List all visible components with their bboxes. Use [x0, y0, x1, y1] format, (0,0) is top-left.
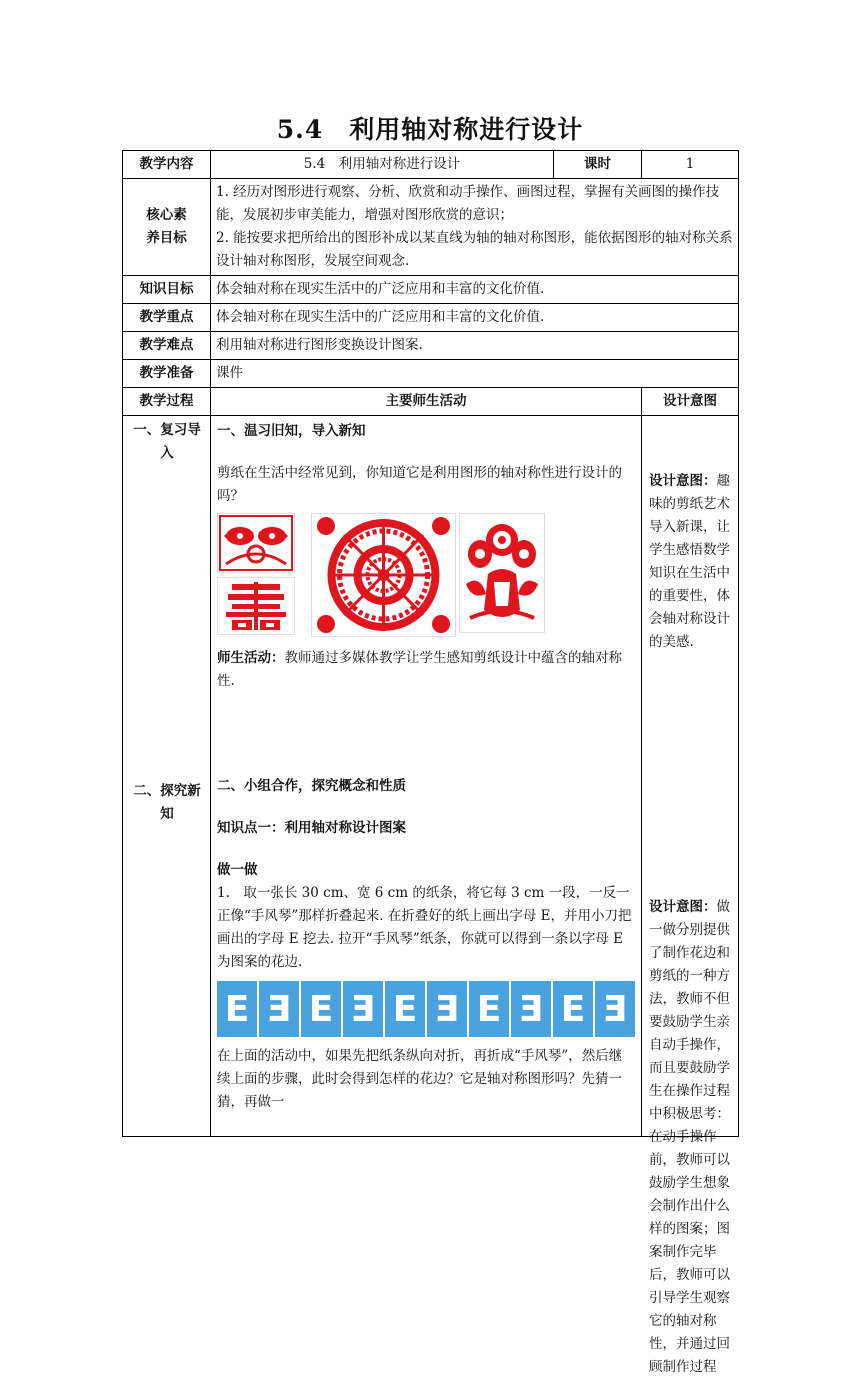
do-it-heading: 做一做 — [217, 862, 258, 878]
core-goal-2: 2. 能按要求把所给出的图形补成以某直线为轴的轴对称图形，能依据图形的轴对称关系设计轴对称图形，发展空间观念. — [216, 230, 733, 269]
paper-cut-images — [217, 513, 635, 637]
knowledge-goal: 体会轴对称在现实生活中的广泛应用和丰富的文化价值. — [211, 276, 739, 304]
core-goal-1: 1. 经历对图形进行观察、分析、欣赏和动手操作、画图过程，掌握有关画图的操作技能，发展初步审美能力，增强对图形欣赏的意识； — [216, 184, 720, 223]
activity-heading-1: 一、温习旧知，导入新知 — [217, 423, 366, 439]
double-happiness-icon — [217, 577, 295, 635]
strip-letter: E — [224, 988, 250, 1030]
paper-cut-fish-pair-icon — [217, 513, 295, 573]
label-key-point: 教学重点 — [123, 304, 211, 332]
strip-letter-mirrored: E — [509, 981, 551, 1037]
strip-letter: E — [299, 981, 341, 1037]
page-title: 5.4 利用轴对称进行设计 — [276, 115, 584, 144]
period-value: 1 — [642, 151, 739, 179]
core-goals — [211, 179, 739, 276]
intent-column — [642, 416, 739, 1375]
knowledge-point-1: 知识点一：利用轴对称设计图案 — [217, 820, 406, 836]
strip-letter: E — [467, 981, 509, 1037]
strip-letter: E — [383, 981, 425, 1037]
label-knowledge-goal: 知识目标 — [123, 276, 211, 304]
activity-question-1: 剪纸在生活中经常见到，你知道它是利用图形的轴对称性进行设计的吗？ — [217, 465, 622, 504]
label-preparation: 教学准备 — [123, 360, 211, 388]
stage-explore: 二、探究新知 — [133, 783, 201, 822]
label-period: 课时 — [554, 151, 642, 179]
label-activity: 主要师生活动 — [211, 388, 642, 416]
activity-column — [211, 416, 642, 1137]
label-core-goals: 核心素养目标 — [123, 179, 211, 276]
difficulty: 利用轴对称进行图形变换设计图案. — [211, 332, 739, 360]
lesson-title: 5.4 利用轴对称进行设计 — [211, 151, 554, 179]
stage-review: 一、复习导入 — [133, 422, 201, 461]
intent-2: 设计意图：做一做分别提供了制作花边和剪纸的一种方法，教师不但要鼓励学生亲自动手操作，而且要鼓励学生在操作过程中积极思考：在动手操作前，教师可以鼓励学生想象会制作出什么样的图案；图案制作完毕后，教师可以引导学生观察它的轴对称性，并通过回顾制作过程 — [649, 899, 730, 1375]
label-teaching-content: 教学内容 — [123, 151, 211, 179]
preparation: 课件 — [211, 360, 739, 388]
label-process: 教学过程 — [123, 388, 211, 416]
paper-cut-vase-flower-icon — [459, 513, 545, 633]
activity-note-label: 师生活动： — [217, 650, 285, 666]
strip-letter-mirrored: E — [257, 981, 299, 1037]
activity-note-text: 教师通过多媒体教学让学生感知剪纸设计中蕴含的轴对称性. — [217, 650, 622, 689]
letter-e-border-strip — [217, 981, 635, 1037]
lesson-plan-table — [122, 150, 739, 1375]
stage-column — [123, 416, 211, 1137]
intent-1: 设计意图：趣味的剪纸艺术导入新课，让学生感悟数学知识在生活中的重要性，体会轴对称设计的美感. — [649, 473, 730, 650]
strip-letter-mirrored: E — [341, 981, 383, 1037]
activity-step-1: 1. 取一张长 30 cm、宽 6 cm 的纸条，将它每 3 cm 一段，一反一正像“手风琴”那样折叠起来. 在折叠好的纸上画出字母 E，并用小刀把画出的字母 E 挖去. 拉开“手风琴”纸条，你就可以得到一条以字母 E 为图案的花边. — [217, 885, 632, 970]
strip-letter: E — [551, 981, 593, 1037]
label-intent: 设计意图 — [642, 388, 739, 416]
strip-letter-mirrored: E — [425, 981, 467, 1037]
key-point: 体会轴对称在现实生活中的广泛应用和丰富的文化价值. — [211, 304, 739, 332]
activity-follow-up: 在上面的活动中，如果先把纸条纵向对折，再折成“手风琴”，然后继续上面的步骤，此时会得到怎样的花边？它是轴对称图形吗？先猜一猜，再做一 — [217, 1048, 623, 1110]
paper-cut-round-flower-icon — [311, 513, 456, 637]
strip-letter-mirrored: E — [593, 981, 635, 1037]
label-difficulty: 教学难点 — [123, 332, 211, 360]
activity-heading-2: 二、小组合作，探究概念和性质 — [217, 778, 406, 794]
